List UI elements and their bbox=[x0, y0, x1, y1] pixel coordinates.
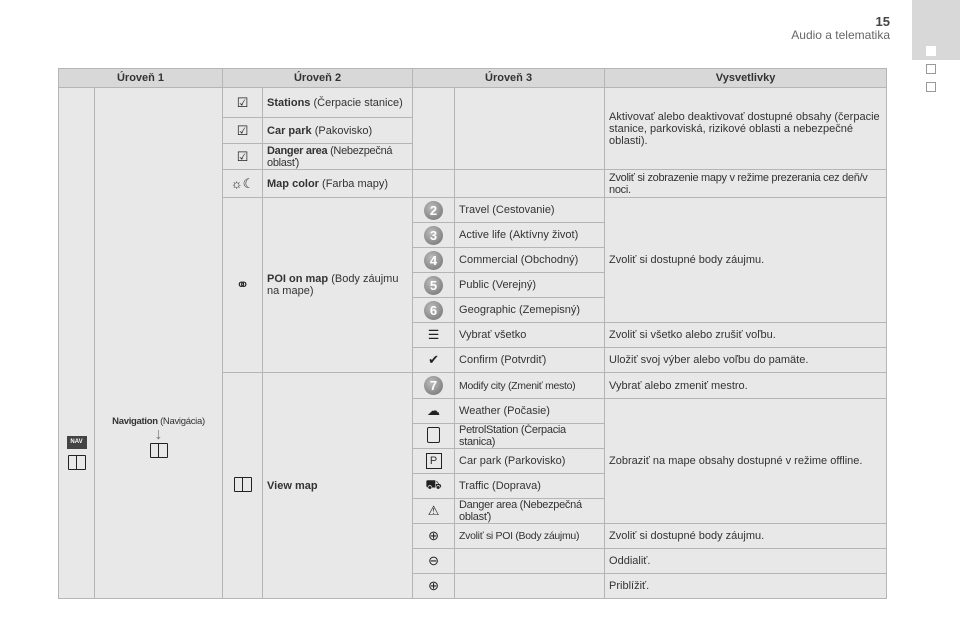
header-level3: Úroveň 3 bbox=[413, 69, 605, 88]
stations-label: Stations (Čerpacie stanice) bbox=[263, 88, 413, 118]
selectpoi-description: Zvoliť si dostupné body záujmu. bbox=[605, 524, 887, 549]
confirm-label: Confirm (Potvrdiť) bbox=[455, 348, 605, 373]
checkbox-icon: ☑ bbox=[223, 144, 263, 170]
checkbox-icon: ☑ bbox=[223, 118, 263, 144]
zoomin-description: Priblížiť. bbox=[605, 574, 887, 599]
weather-label: Weather (Počasie) bbox=[455, 399, 605, 424]
add-poi-icon: ⊕ bbox=[413, 524, 455, 549]
header-description: Vysvetlivky bbox=[605, 69, 887, 88]
mapcolor-label: Map color (Farba mapy) bbox=[263, 170, 413, 198]
fuel-icon bbox=[413, 424, 455, 449]
view-description: Zobraziť na mape obsahy dostupné v režime offline. bbox=[605, 399, 887, 524]
chapter-marker bbox=[926, 82, 936, 92]
empty-cell bbox=[455, 574, 605, 599]
badge-5: 5 bbox=[413, 273, 455, 298]
header-row bbox=[59, 69, 887, 88]
table-row bbox=[59, 88, 887, 118]
selectpoi-label: Zvoliť si POI (Body záujmu) bbox=[455, 524, 605, 549]
poi-item-activelife: Active life (Aktívny život) bbox=[455, 223, 605, 248]
danger-label: Danger area (Nebezpečná oblasť) bbox=[263, 144, 413, 170]
weather-icon: ☁ bbox=[413, 399, 455, 424]
list-check-icon: ☰ bbox=[413, 323, 455, 348]
header-level1: Úroveň 1 bbox=[59, 69, 223, 88]
warning-icon: ⚠ bbox=[413, 499, 455, 524]
empty-cell bbox=[455, 549, 605, 574]
checkmark-icon: ✔ bbox=[413, 348, 455, 373]
poi-item-commercial: Commercial (Obchodný) bbox=[455, 248, 605, 273]
badge-7: 7 bbox=[413, 373, 455, 399]
map-icon bbox=[150, 443, 168, 458]
badge-6: 6 bbox=[413, 298, 455, 323]
navigation-cell bbox=[95, 88, 223, 599]
map-icon bbox=[68, 455, 86, 470]
header-level2: Úroveň 2 bbox=[223, 69, 413, 88]
modify-description: Vybrať alebo zmeniť mestro. bbox=[605, 373, 887, 399]
confirm-description: Uložiť svoj výber alebo voľbu do pamäte. bbox=[605, 348, 887, 373]
badge-3: 3 bbox=[413, 223, 455, 248]
navigation-label-rest: (Navigácia) bbox=[157, 416, 205, 427]
empty-cell bbox=[413, 88, 455, 170]
zoom-out-icon: ⊖ bbox=[413, 549, 455, 574]
level1-cell bbox=[59, 88, 95, 599]
viewmap-label: View map bbox=[263, 373, 413, 599]
menu-table bbox=[58, 68, 887, 599]
traffic-icon: ⛟ bbox=[413, 474, 455, 499]
zoomout-description: Oddialiť. bbox=[605, 549, 887, 574]
nav-badge: NAV bbox=[67, 436, 87, 449]
carpark-view-label: Car park (Parkovisko) bbox=[455, 449, 605, 474]
poi-item-public: Public (Verejný) bbox=[455, 273, 605, 298]
arrow-down-icon: ↓ bbox=[154, 426, 163, 443]
selectall-description: Zvoliť si všetko alebo zrušiť voľbu. bbox=[605, 323, 887, 348]
page-number: 15 bbox=[875, 14, 890, 29]
badge-4: 4 bbox=[413, 248, 455, 273]
modify-label: Modify city (Zmeniť mesto) bbox=[455, 373, 605, 399]
empty-cell bbox=[455, 170, 605, 198]
checkbox-icon: ☑ bbox=[223, 88, 263, 118]
empty-cell bbox=[455, 88, 605, 170]
petrol-label: PetrolStation (Čerpacia stanica) bbox=[455, 424, 605, 449]
traffic-label: Traffic (Doprava) bbox=[455, 474, 605, 499]
badge-2: 2 bbox=[413, 198, 455, 223]
chapter-marker bbox=[926, 64, 936, 74]
carpark-label: Car park (Pakovisko) bbox=[263, 118, 413, 144]
empty-cell bbox=[413, 170, 455, 198]
selectall-label: Vybrať všetko bbox=[455, 323, 605, 348]
navigation-label: Navigation bbox=[112, 416, 158, 427]
poi-icon: ⚭ bbox=[223, 198, 263, 373]
danger-view-label: Danger area (Nebezpečná oblasť) bbox=[455, 499, 605, 524]
day-night-icon: ☼☾ bbox=[223, 170, 263, 198]
poi-label: POI on map (Body záujmu na mape) bbox=[263, 198, 413, 373]
section-title: Audio a telematika bbox=[791, 28, 890, 42]
parking-icon: P bbox=[413, 449, 455, 474]
mapcolor-description: Zvoliť si zobrazenie mapy v režime prezerania cez deň/v noci. bbox=[605, 170, 887, 198]
zoom-in-icon: ⊕ bbox=[413, 574, 455, 599]
poi-description: Zvoliť si dostupné body záujmu. bbox=[605, 198, 887, 323]
poi-item-geographic: Geographic (Zemepisný) bbox=[455, 298, 605, 323]
group1-description: Aktivovať alebo deaktivovať dostupné obsahy (čerpacie stanice, parkoviská, rizikové oblasti a nebezpečné oblasti). bbox=[605, 88, 887, 170]
book-icon bbox=[223, 373, 263, 599]
poi-item-travel: Travel (Cestovanie) bbox=[455, 198, 605, 223]
chapter-tab bbox=[912, 0, 960, 60]
